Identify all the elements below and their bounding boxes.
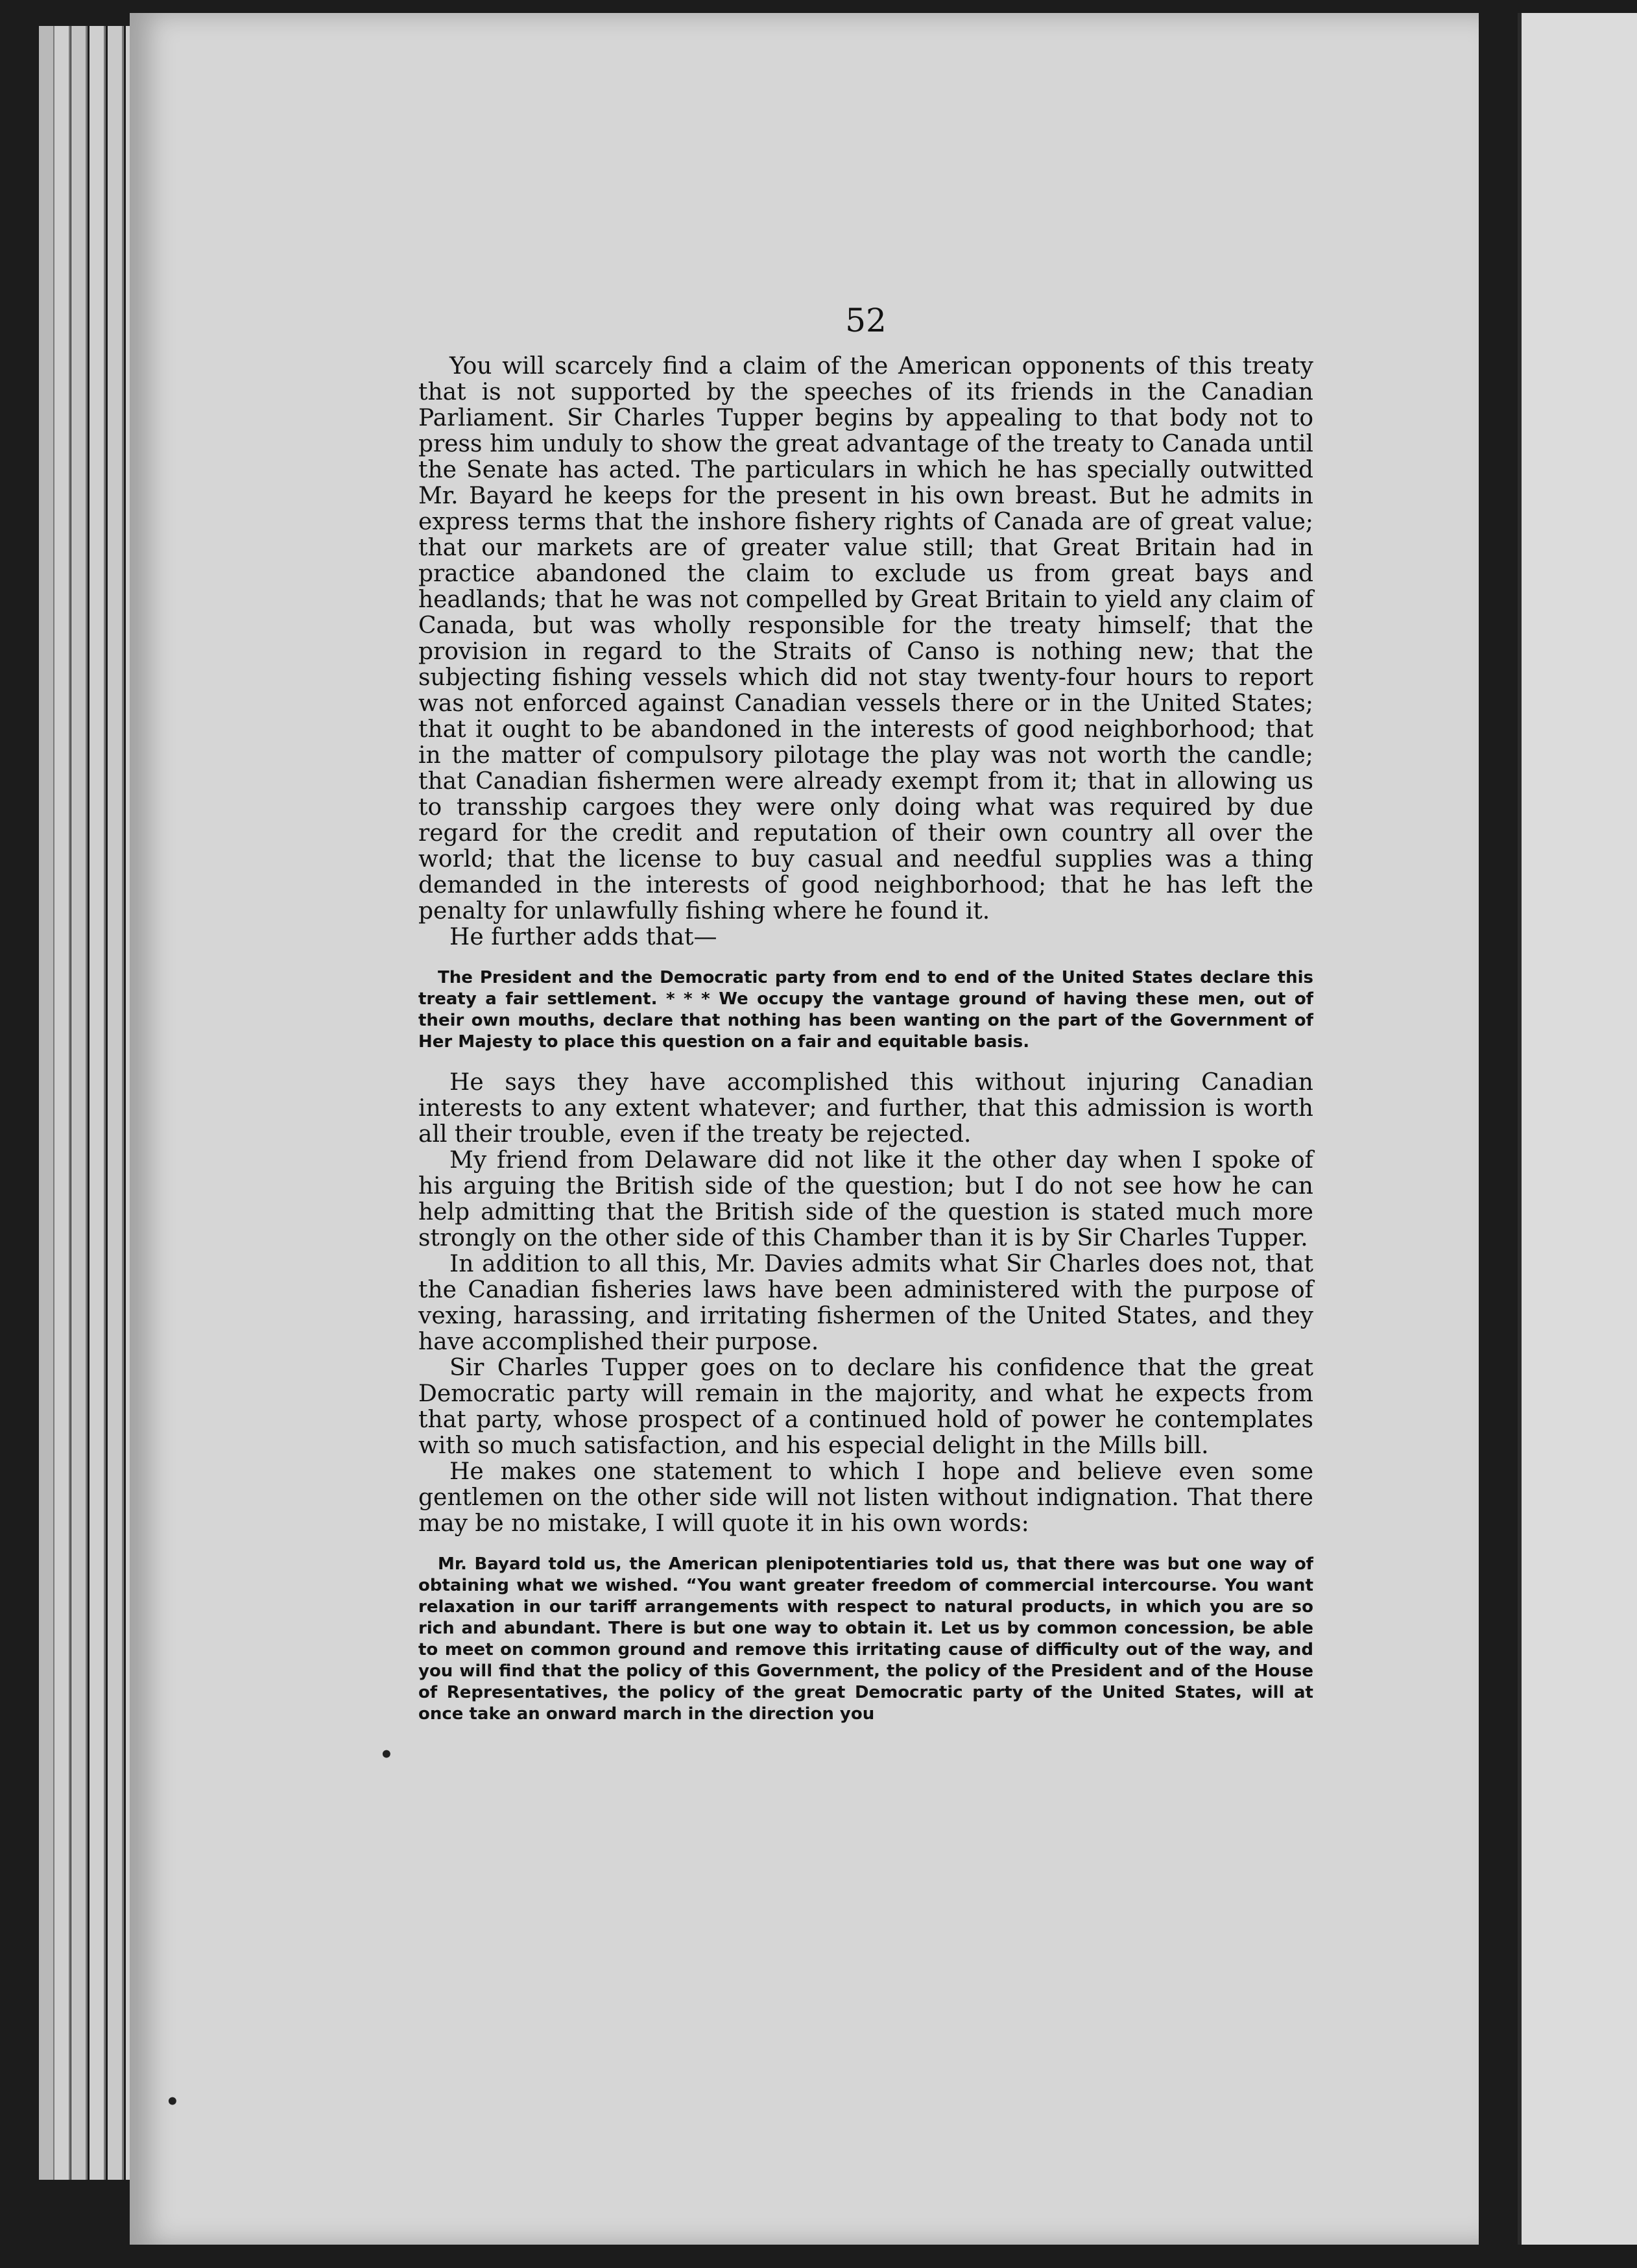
page-edge	[54, 26, 71, 2180]
margin-mark: •	[165, 2089, 180, 2115]
page-edge	[108, 26, 124, 2180]
page-edge	[71, 26, 88, 2180]
margin-mark: •	[379, 1742, 394, 1768]
page-text	[418, 302, 1313, 1742]
paragraph: He further adds that—	[449, 924, 717, 950]
block-quote: The President and the Democratic party from end to end of the United States declare this treaty a fair settlement. * * * We occupy the vantage ground of having these men, out of their own mouths, declare that nothing has been wanting on the part of the Government of Her Majesty to place this question on a fair and equitable basis.	[418, 968, 1313, 1052]
page-edge	[90, 26, 106, 2180]
paragraph: He says they have accomplished this without injuring Canadian interests to any extent whatever; and further, that this admission is worth all their trouble, even if the treaty be rejected.	[418, 1069, 1313, 1148]
facing-page-edge	[1518, 13, 1637, 2245]
paragraph: My friend from Delaware did not like it the other day when I spoke of his arguing the British side of the question; but I do not see how he can help admitting that the British side of the question is stated much more strongly on the other side of this Chamber than it is by Sir Charles Tupper.	[418, 1147, 1313, 1251]
page-number: 52	[845, 302, 887, 339]
page-edge	[39, 26, 55, 2180]
paragraph: Sir Charles Tupper goes on to declare his confidence that the great Democratic party will remain in the majority, and what he expects from that party, whose prospect of a continued hold of power he contemplates with so much satisfaction, and his especial delight in the Mills bill.	[418, 1355, 1313, 1459]
paragraph: In addition to all this, Mr. Davies admits what Sir Charles does not, that the Canadian fisheries laws have been administered with the purpose of vexing, harassing, and irritating fishermen of the United States, and they have accomplished their purpose.	[418, 1251, 1313, 1355]
paragraph: He makes one statement to which I hope and believe even some gentlemen on the other side will not listen without indignation. That there may be no mistake, I will quote it in his own words:	[418, 1458, 1313, 1537]
block-quote: Mr. Bayard told us, the American plenipotentiaries told us, that there was but one way of obtaining what we wished. “You want greater freedom of commercial intercourse. You want relaxation in our tariff arrangements with respect to natural products, in which you are so rich and abundant. There is but one way to obtain it. Let us by common concession, be able to meet on common ground and remove this irritating cause of difficulty out of the way, and you will find that the policy of this Government, the policy of the President and of the House of Representatives, the policy of the great Democratic party of the United States, will at once take an onward march in the direction you	[418, 1554, 1313, 1724]
paragraph: You will scarcely find a claim of the American opponents of this treaty that is not supported by the speeches of its friends in the Canadian Parliament. Sir Charles Tupper begins by appealing to that body not to press him unduly to show the great advantage of the treaty to Canada until the Senate has acted. The particulars in which he has specially outwitted Mr. Bayard he keeps for the present in his own breast. But he admits in express terms that the inshore fishery rights of Canada are of great value; that our markets are of greater value still; that Great Britain had in practice abandoned the claim to exclude us from great bays and headlands; that he was not compelled by Great Britain to yield any claim of Canada, but was wholly responsible for the treaty himself; that the provision in regard to the Straits of Canso is nothing new; that the subjecting fishing vessels which did not stay twenty-four hours to report was not enforced against Canadian vessels there or in the United States; that it ought to be abandoned in the interests of good neighborhood; that in the matter of compulsory pilotage the play was not worth the candle; that Canadian fishermen were already exempt from it; that in allowing us to transship cargoes they were only doing what was required by due regard for the credit and reputation of their own country all over the world; that the license to buy casual and needful supplies was a thing demanded in the interests of good neighborhood; that he has left the penalty for unlawfully fishing where he found it.	[418, 353, 1313, 924]
